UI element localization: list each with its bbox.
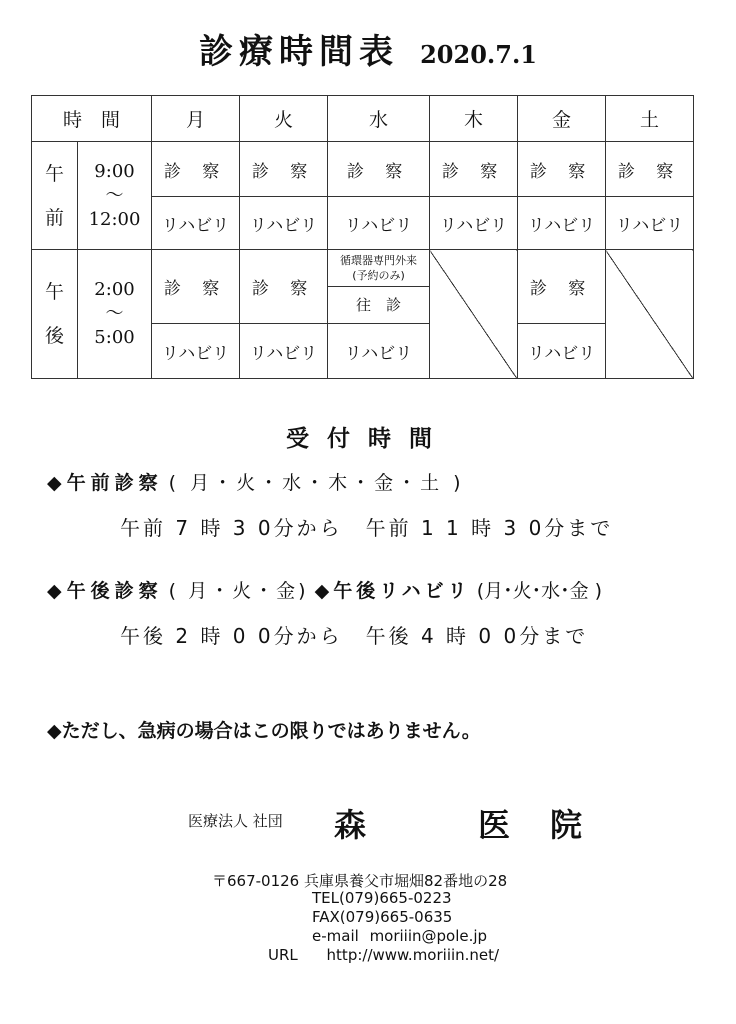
am-consult-wed: 診 察 <box>328 142 430 197</box>
am-reception-heading <box>47 468 465 495</box>
am-consult-days: ( 月・火・水・木・金・土 ) <box>168 472 465 494</box>
header-row <box>32 96 694 142</box>
am-rehab-fri: リハビリ <box>518 197 606 250</box>
header-mon: 月 <box>152 96 240 142</box>
header-tue: 火 <box>240 96 328 142</box>
cardio-clinic-label: 循環器専門外来 <box>340 254 418 267</box>
tel: TEL(079)665-0223 <box>312 889 452 907</box>
am-hours: 9:00 ～ 12:00 <box>78 142 152 250</box>
email-label: e-mail <box>312 927 359 945</box>
am-consult-mon: 診 察 <box>152 142 240 197</box>
thu-pm-closed <box>430 250 518 379</box>
appointment-only-label: (予約のみ) <box>352 269 405 282</box>
am-reception-time: 午前 7 時 3 0分から 午前 1 1 時 3 0分まで <box>120 516 614 540</box>
header-wed: 水 <box>328 96 430 142</box>
header-sat: 土 <box>606 96 694 142</box>
pm-consult-days: ( 月・火・金) <box>168 580 309 602</box>
header-time: 時 間 <box>32 96 152 142</box>
am-consult-row <box>32 142 694 197</box>
house-call-label: 往 診 <box>356 296 402 314</box>
am-consult-thu: 診 察 <box>430 142 518 197</box>
url-label: URL <box>268 946 298 964</box>
pm-consult-tue: 診 察 <box>240 250 328 324</box>
reception-title: 受付時間 <box>286 426 450 452</box>
am-period: 午 前 <box>32 142 78 250</box>
am-rehab-tue: リハビリ <box>240 197 328 250</box>
pm-reception-heading <box>47 576 602 603</box>
schedule-table <box>31 95 694 379</box>
pm-wed-special <box>328 250 430 324</box>
am-rehab-mon: リハビリ <box>152 197 240 250</box>
pm-period: 午 後 <box>32 250 78 379</box>
revision-date: 2020.7.1 <box>420 40 537 69</box>
header-thu: 木 <box>430 96 518 142</box>
am-consult-label: ◆午前診察 <box>47 472 163 494</box>
am-consult-tue: 診 察 <box>240 142 328 197</box>
fax: FAX(079)665-0635 <box>312 908 453 926</box>
pm-rehab-days: (月･火･水･金 ) <box>476 580 603 602</box>
pm-reception-time: 午後 2 時 0 0分から 午後 4 時 0 0分まで <box>120 624 589 648</box>
email-line <box>312 927 487 945</box>
am-consult-sat: 診 察 <box>606 142 694 197</box>
pm-rehab-tue: リハビリ <box>240 324 328 379</box>
pm-consult-fri: 診 察 <box>518 250 606 324</box>
am-rehab-wed: リハビリ <box>328 197 430 250</box>
am-rehab-sat: リハビリ <box>606 197 694 250</box>
email-link[interactable]: moriiin@pole.jp <box>369 927 488 945</box>
pm-rehab-wed: リハビリ <box>328 324 430 379</box>
sat-pm-closed <box>606 250 694 379</box>
url-link[interactable]: http://www.moriiin.net/ <box>326 946 500 964</box>
am-consult-fri: 診 察 <box>518 142 606 197</box>
page-title: 診療時間表 <box>199 32 399 72</box>
corporation-label: 医療法人 社団 <box>188 812 283 830</box>
clinic-name: 森 医院 <box>334 806 623 844</box>
pm-rehab-label: ◆午後リハビリ <box>314 580 471 602</box>
pm-rehab-mon: リハビリ <box>152 324 240 379</box>
emergency-note: ◆ただし、急病の場合はこの限りではありません。 <box>47 720 481 742</box>
pm-consult-label: ◆午後診察 <box>47 580 163 602</box>
pm-hours: 2:00 ～ 5:00 <box>78 250 152 379</box>
pm-consult-row <box>32 250 694 324</box>
url-line <box>268 946 499 964</box>
title-row <box>0 24 736 73</box>
header-fri: 金 <box>518 96 606 142</box>
am-rehab-thu: リハビリ <box>430 197 518 250</box>
pm-rehab-fri: リハビリ <box>518 324 606 379</box>
pm-consult-mon: 診 察 <box>152 250 240 324</box>
address: 〒667-0126 兵庫県養父市堀畑82番地の28 <box>212 872 508 890</box>
